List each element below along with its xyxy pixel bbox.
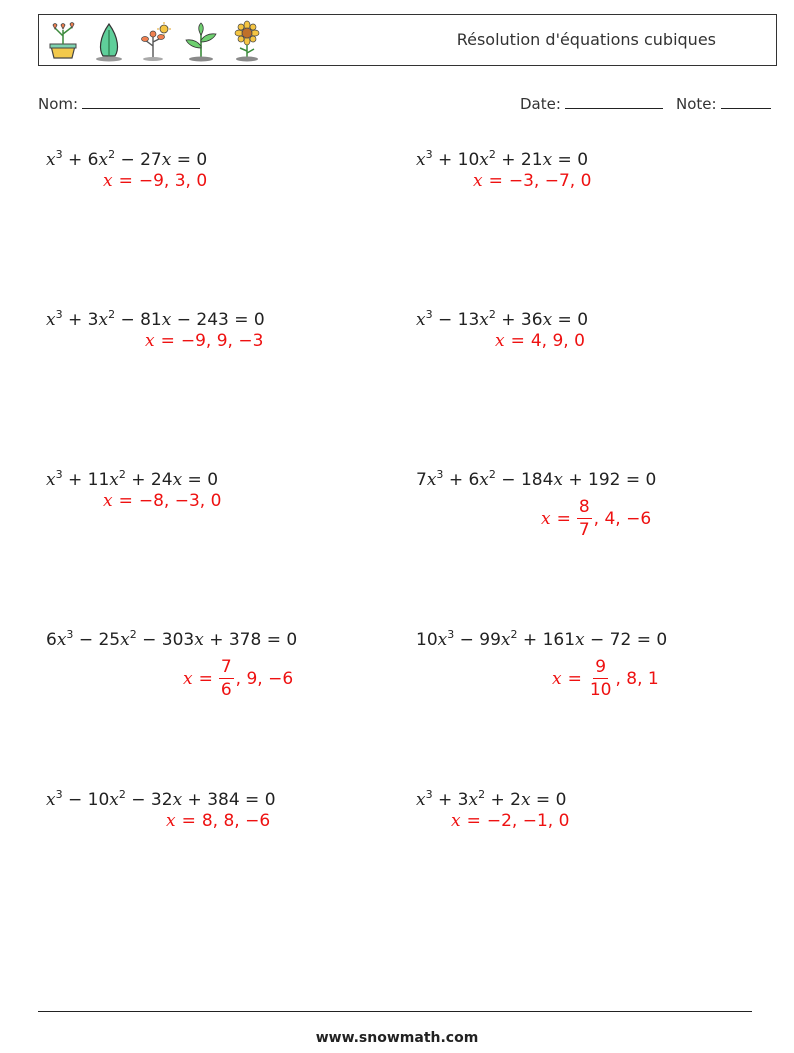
equation	[416, 630, 667, 650]
exponent: 3	[66, 628, 74, 641]
answer-values: , 9, −6	[235, 669, 294, 689]
term-text: − 25	[73, 630, 121, 650]
equation	[416, 310, 588, 330]
term-text: − 184	[495, 470, 554, 490]
date-blank[interactable]	[565, 94, 663, 109]
term-text: − 303	[136, 630, 195, 650]
fraction-numerator: 7	[220, 657, 232, 677]
term-text: + 3	[62, 310, 99, 330]
term-text: 6	[46, 630, 57, 650]
answer-fraction	[577, 499, 592, 539]
answer-variable: x	[451, 811, 461, 831]
fraction-numerator: 9	[595, 657, 607, 677]
answer-values: −2, −1, 0	[486, 811, 570, 831]
term-text: = 0	[530, 790, 567, 810]
sun-plant-icon	[137, 20, 173, 62]
variable: x	[46, 790, 56, 810]
equals-sign: =	[118, 491, 133, 511]
answer	[166, 809, 270, 833]
equation	[46, 150, 207, 170]
answer-variable: x	[103, 171, 113, 191]
equals-sign: =	[160, 331, 175, 351]
answer-values: 4, 9, 0	[530, 331, 585, 351]
date-field[interactable]	[520, 94, 663, 113]
variable: x	[194, 630, 204, 650]
variable: x	[542, 150, 553, 170]
variable: x	[46, 470, 56, 490]
variable: x	[500, 630, 511, 650]
answer-values: , 8, 1	[615, 669, 659, 689]
variable: x	[161, 150, 172, 170]
variable: x	[416, 150, 426, 170]
fraction-denominator: 10	[589, 680, 612, 700]
answer	[473, 169, 591, 193]
term-text: + 6	[62, 150, 99, 170]
icon-strip	[45, 20, 265, 62]
exponent: 3	[55, 148, 63, 161]
answer-values: −9, 3, 0	[138, 171, 208, 191]
answer-variable: x	[552, 669, 562, 689]
exponent: 3	[425, 788, 433, 801]
equals-sign: =	[198, 669, 213, 689]
exponent: 2	[510, 628, 518, 641]
term-text: + 161	[517, 630, 576, 650]
term-text: + 36	[495, 310, 543, 330]
worksheet-title: Résolution d'équations cubiques	[456, 30, 716, 49]
term-text: − 32	[125, 790, 173, 810]
equals-sign: =	[556, 509, 571, 529]
term-text: + 6	[443, 470, 480, 490]
term-text: − 13	[432, 310, 480, 330]
term-text: = 0	[182, 470, 219, 490]
sunflower-icon	[229, 20, 265, 62]
equation	[416, 470, 656, 490]
exponent: 2	[118, 468, 126, 481]
worksheet-header	[38, 14, 777, 66]
term-text: 10	[416, 630, 438, 650]
variable: x	[479, 470, 489, 490]
answer	[541, 497, 651, 541]
term-text: + 10	[432, 150, 480, 170]
sprout-icon	[183, 20, 219, 62]
fraction-denominator: 6	[220, 680, 232, 700]
term-text: + 192 = 0	[562, 470, 657, 490]
term-text: + 2	[485, 790, 521, 810]
name-field[interactable]	[38, 94, 200, 113]
term-text: − 27	[115, 150, 162, 170]
answer-values: 8, 8, −6	[201, 811, 271, 831]
term-text: = 0	[171, 150, 208, 170]
term-text: − 10	[62, 790, 110, 810]
equals-sign: =	[118, 171, 133, 191]
equation	[46, 310, 265, 330]
variable: x	[575, 630, 585, 650]
equation	[46, 790, 276, 810]
answer-values: , 4, −6	[593, 509, 652, 529]
answer-fraction	[588, 659, 614, 699]
fraction-numerator: 8	[578, 497, 590, 517]
variable: x	[120, 630, 130, 650]
name-label: Nom:	[38, 95, 79, 113]
answer-variable: x	[103, 491, 113, 511]
exponent: 3	[425, 148, 433, 161]
equals-sign: =	[181, 811, 196, 831]
term-text: − 99	[454, 630, 501, 650]
answer	[145, 329, 263, 353]
equals-sign: =	[567, 669, 582, 689]
answer-variable: x	[183, 669, 193, 689]
term-text: − 81	[115, 310, 162, 330]
answer	[183, 657, 293, 701]
equation	[416, 790, 566, 810]
exponent: 2	[488, 468, 496, 481]
exponent: 3	[436, 468, 444, 481]
term-text: − 72 = 0	[584, 630, 668, 650]
variable: x	[479, 310, 489, 330]
answer	[103, 489, 221, 513]
answer-values: −9, 9, −3	[180, 331, 264, 351]
fraction-denominator: 7	[578, 520, 590, 540]
term-text: + 3	[432, 790, 469, 810]
answer-variable: x	[166, 811, 176, 831]
answer-variable: x	[145, 331, 155, 351]
date-label: Date:	[520, 95, 561, 113]
variable: x	[98, 310, 109, 330]
term-text: + 24	[125, 470, 173, 490]
exponent: 2	[118, 788, 126, 801]
term-text: = 0	[552, 150, 589, 170]
note-blank[interactable]	[721, 94, 771, 109]
footer-url: www.snowmath.com	[315, 1030, 479, 1046]
term-text: + 21	[495, 150, 543, 170]
tree-icon	[91, 20, 127, 62]
equals-sign: =	[466, 811, 481, 831]
exponent: 2	[488, 148, 496, 161]
variable: x	[520, 790, 531, 810]
term-text: = 0	[552, 310, 589, 330]
variable: x	[172, 790, 183, 810]
variable: x	[416, 790, 426, 810]
term-text: + 384 = 0	[182, 790, 276, 810]
equation	[416, 150, 588, 170]
exponent: 3	[55, 468, 63, 481]
exponent: 2	[108, 308, 116, 321]
note-field[interactable]	[676, 94, 771, 113]
variable: x	[109, 790, 119, 810]
flower-pot-icon	[45, 20, 81, 62]
answer	[451, 809, 569, 833]
equation	[46, 630, 297, 650]
variable: x	[437, 630, 448, 650]
answer-fraction	[219, 659, 234, 699]
exponent: 3	[425, 308, 433, 321]
answer-values: −8, −3, 0	[138, 491, 222, 511]
name-blank[interactable]	[82, 94, 200, 109]
variable: x	[426, 470, 437, 490]
variable: x	[553, 470, 563, 490]
exponent: 3	[55, 308, 63, 321]
exponent: 2	[129, 628, 137, 641]
exponent: 2	[478, 788, 486, 801]
answer	[552, 657, 659, 701]
exponent: 2	[488, 308, 496, 321]
variable: x	[56, 630, 67, 650]
variable: x	[542, 310, 553, 330]
answer-variable: x	[495, 331, 505, 351]
variable: x	[109, 470, 119, 490]
variable: x	[161, 310, 172, 330]
exponent: 3	[447, 628, 455, 641]
equals-sign: =	[488, 171, 503, 191]
answer	[103, 169, 207, 193]
answer-variable: x	[541, 509, 551, 529]
equals-sign: =	[510, 331, 525, 351]
variable: x	[416, 310, 426, 330]
variable: x	[46, 310, 56, 330]
answer	[495, 329, 585, 353]
term-text: + 378 = 0	[203, 630, 298, 650]
variable: x	[46, 150, 56, 170]
variable: x	[479, 150, 489, 170]
footer-divider	[38, 1011, 752, 1012]
variable: x	[468, 790, 479, 810]
term-text: − 243 = 0	[171, 310, 265, 330]
note-label: Note:	[676, 95, 717, 113]
term-text: + 11	[62, 470, 110, 490]
exponent: 3	[55, 788, 63, 801]
exponent: 2	[108, 148, 116, 161]
variable: x	[98, 150, 109, 170]
variable: x	[172, 470, 183, 490]
answer-variable: x	[473, 171, 483, 191]
term-text: 7	[416, 470, 427, 490]
equation	[46, 470, 218, 490]
answer-values: −3, −7, 0	[508, 171, 592, 191]
